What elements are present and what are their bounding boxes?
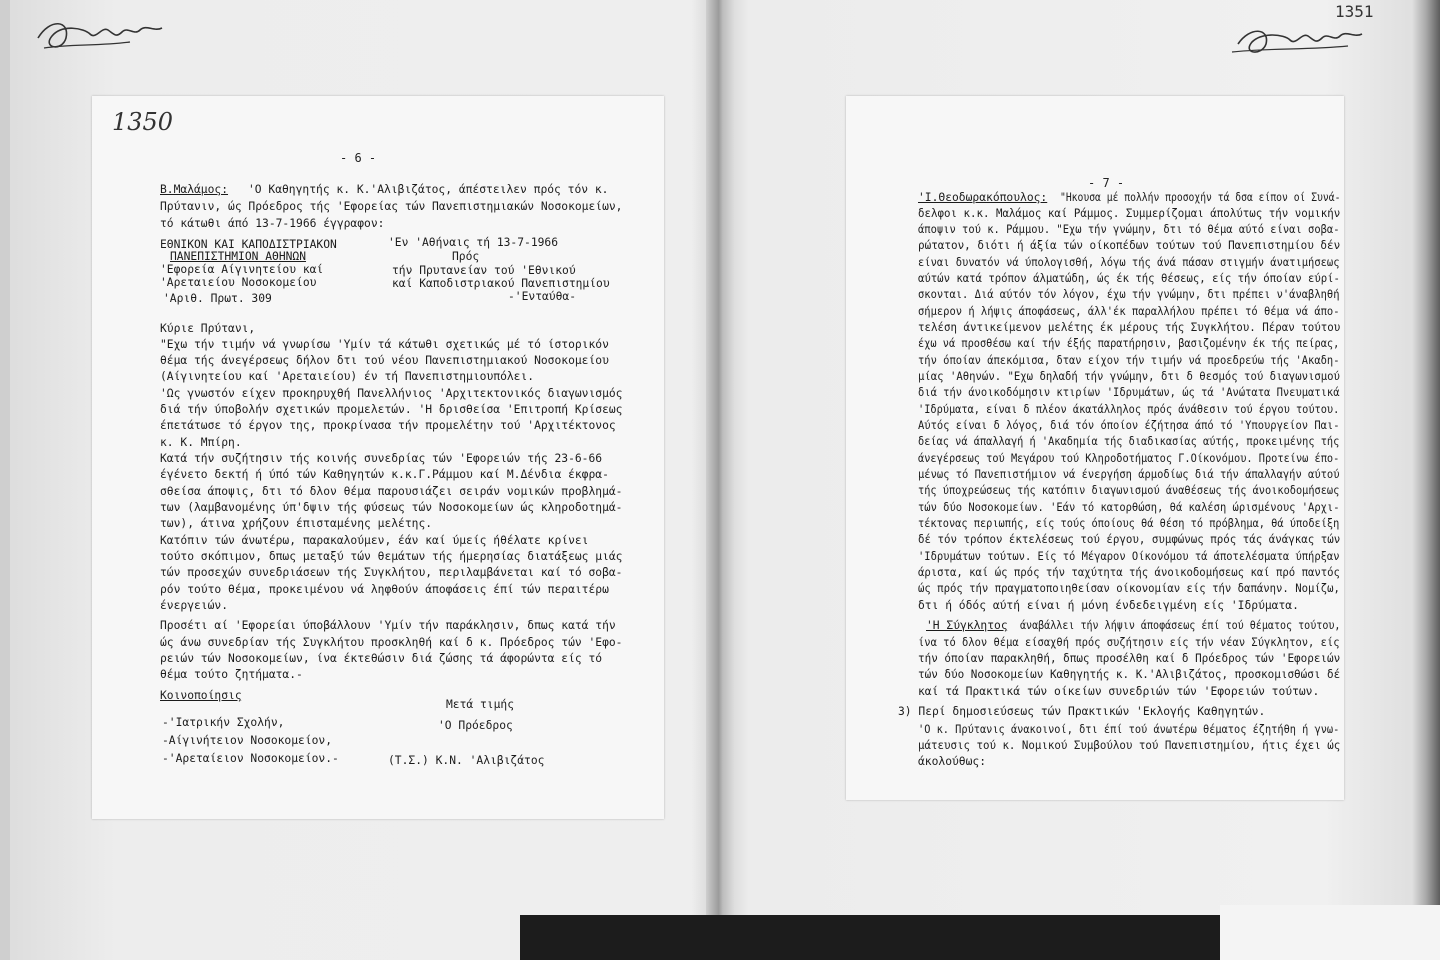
decision-line: ίνα τό δλον θέμα είσαχθή πρός συζήτησιν είς τήν νέαν Σύγκλητον, είς <box>918 636 1340 649</box>
body-line: ένεργειών. <box>160 599 229 612</box>
body-line: ώς άνω συνεδρίαν τής Συγκλήτου προσκληθή καί δ κ. Πρόεδρος τών 'Εφο- <box>160 636 623 649</box>
letter-date: 'Εν 'Αθήναις τή 13-7-1966 <box>388 236 559 249</box>
body-line: "Εχω τήν τιμήν νά γνωρίσω 'Υμίν τά κάτωθι σχετικώς μέ τό ίστορικόν <box>160 338 609 351</box>
item3-line: μάτευσις τού κ. Νομικού Συμβούλου τού Πανεπιστημίου, ήτις έχει ώς <box>918 739 1341 752</box>
cc-item: -Αίγινήτειον Νοσοκομείον, <box>162 734 333 747</box>
body-line: διά τήν ύποβολήν σχετικών προμελετών. 'Η δρισθείσα 'Επιτροπή Κρίσεως <box>160 403 623 416</box>
book-gutter <box>706 0 734 960</box>
speech-line: έχω νά προσθέσω καί τήν έξής παρατήρησιν, βασιζομένην έκ τής πείρας, <box>918 337 1340 350</box>
signature-left <box>30 8 170 58</box>
letterhead-line: 'Εφορεία Αίγινητείου καί <box>160 263 324 276</box>
body-line: των (λαμβανομένης ύπ'δψιν τής φύσεως τών Νοσοκομείων ώς κληροδοτημά- <box>160 501 623 514</box>
letter-recipient: τήν Πρυτανείαν τού 'Εθνικού <box>392 264 576 277</box>
letterhead-line: 'Αριθ. Πρωτ. 309 <box>163 292 272 305</box>
body-line: θέμα τούτο ζητήματα.- <box>160 668 303 681</box>
speaker-theodorakopoulos: 'Ι.Θεοδωρακόπουλος: <box>918 191 1048 204</box>
speaker-malamos: Β.Μαλάμος: <box>160 183 229 196</box>
speech-line: αύτών κατά τρόπον άλματώδη, ώς έκ τής θέσεως, είς τήν όποίαν εύρί- <box>918 272 1340 285</box>
signature-right <box>1228 14 1368 64</box>
speech-line: Αύτός είναι δ λόγος, διά τόν όποίον έζήτησα άπό τό 'Υπουργείον Παι- <box>918 419 1340 432</box>
speech-line: "Ηκουσα μέ πολλήν προσοχήν τά δσα είπον οί Συνά- <box>1060 191 1341 204</box>
speech-line: μένως τό Πανεπιστήμιον νά ένεργήση άρμοδίως διά τήν άπαλλαγήν αύτού <box>918 468 1340 481</box>
body-line: ρειών τών Νοσοκομείων, ίνα έκτεθώσιν διά ζώσης τά άφορώντα είς τό <box>160 652 603 665</box>
speech-line: ώς πρός τήν πραγματοποιηθείσαν οίκονομίαν είς τήν δαπάνην. Νομίζω, <box>918 582 1340 595</box>
speech-line: ρώτατον, διότι ή άξία τών οίκοπέδων τούτων τού Πανεπιστημίου δέν <box>918 239 1341 252</box>
body-line: τών προσεχών συνεδριάσεων τής Συγκλήτου, περιλαμβάνεται καί τό σοβα- <box>160 566 623 579</box>
speech-line: είναι δυνατόν νά ύπολογισθή, λόγω τής άνά πάσαν στιγμήν άνατιμήσεως <box>918 256 1340 269</box>
body-line: Κύριε Πρύτανι, <box>160 322 256 335</box>
cc-item: -'Ιατρικήν Σχολήν, <box>162 716 285 729</box>
closing-signature: (Τ.Σ.) Κ.Ν. 'Αλιβιζάτος <box>388 754 545 767</box>
letterhead-line: 'Αρεταιείου Νοσοκομείου <box>160 276 317 289</box>
letterhead-line: ΠΑΝΕΠΙΣΤΗΜΙΟΝ ΑΘΗΝΩΝ <box>170 250 307 263</box>
body-line: θέμα τής άνεγέρσεως δήλον δτι τού νέου Πανεπιστημιακού Νοσοκομείου <box>160 354 609 367</box>
body-line: Κατά τήν συζήτησιν τής κοινής συνεδρίας τών 'Εφορειών τής 23-6-66 <box>160 452 603 465</box>
speech-line: διά τήν άνοικοδόμησιν κτιρίων 'Ιδρυμάτων, ώς τά 'Ανώτατα Πνευματικά <box>918 386 1340 399</box>
speech-line: άνεγέρσεως τού Μεγάρου τού Κληροδοτήματος Γ.Οίκονόμου. Προτείνω έπο- <box>918 452 1340 465</box>
body-line: Προσέτι αί 'Εφορείαι ύποβάλλουν 'Υμίν τήν παράκλησιν, δπως κατά τήν <box>160 619 616 632</box>
speech-line: τελέση άντικείμενον μελέτης έκ μέρους τής Συγκλήτου. Πέραν τούτου <box>918 321 1341 334</box>
speech-line: άριστα, καί ώς πρός τήν ταχύτητα τής άνοικοδομήσεως καί πρό παντός <box>918 566 1340 579</box>
book-bottom-shadow <box>520 915 1220 960</box>
speech-line: σήμερον ή λήψις άποφάσεως, άλλ'έκ παραλλήλου πρέπει τό θέμα νά άπο- <box>918 305 1340 318</box>
decision-line: τήν όποίαν παρακληθή, δπως προσέλθη καί δ Πρόεδρος τών 'Εφορειών <box>918 652 1341 665</box>
intro-line: τό κάτωθι άπό 13-7-1966 έγγραφον: <box>160 217 385 230</box>
speech-line: τών δύο Νοσοκομείων. 'Εάν τό κατορθώση, θά καλέση ώρισμένους 'Αρχι- <box>918 501 1340 514</box>
decision-line: καί τά Πρακτικά τών οίκείων συνεδριών τών 'Εφορειών τούτων. <box>918 685 1320 698</box>
decision-line: άναβάλλει τήν λήψιν άποφάσεως έπί τού θέματος τούτου, <box>1020 619 1341 632</box>
right-page-number: - 7 - <box>1088 176 1125 190</box>
body-line: των), άτινα χρήζουν έπισταμένης μελέτης. <box>160 517 433 530</box>
letter-recipient: καί Καποδιστριακού Πανεπιστημίου <box>392 277 610 290</box>
speech-line: δτι ή όδός αύτή είναι ή μόνη ένδεδειγμένη είς 'Ιδρύματα. <box>918 599 1299 612</box>
speech-line: τέκτονας περιωπής, είς τούς όποίους θά θέση τό πρόβλημα, θά ύποδείξη <box>918 517 1340 530</box>
agenda-item-3: 3) Περί δημοσιεύσεως τών Πρακτικών 'Εκλογής Καθηγητών. <box>898 705 1266 718</box>
intro-line: Πρύτανιν, ώς Πρόεδρος τής 'Εφορείας τών Πανεπιστημιακών Νοσοκομείων, <box>160 200 623 213</box>
book-bottom-right <box>1220 905 1440 960</box>
item3-line: άκολούθως: <box>918 755 987 768</box>
body-line: κ. Κ. Μπίρη. <box>160 436 242 449</box>
letterhead-line: ΕΘΝΙΚΟΝ ΚΑΙ ΚΑΠΟΔΙΣΤΡΙΑΚΟΝ <box>160 238 337 251</box>
speech-line: δέ τόν τρόπον έκτελέσεως τού έργου, συμφώνως πρός τάς άνάγκας τών <box>918 533 1341 546</box>
letter-recipient: -'Ενταύθα- <box>508 290 577 303</box>
item3-line: 'Ο κ. Πρύτανις άνακοινοί, δτι έπί τού άνωτέρω θέματος έζητήθη ή γνω- <box>918 723 1340 736</box>
decision-line: τών δύο Νοσοκομείων Καθηγητής κ. Κ.'Αλιβιζάτος, προσκομισθώσι δέ <box>918 668 1341 681</box>
body-line: 'Ως γνωστόν είχεν προκηρυχθή Πανελλήνιος 'Αρχιτεκτονικός διαγωνισμός <box>160 387 623 400</box>
book-left-edge <box>0 0 10 960</box>
left-page-number: - 6 - <box>340 151 377 165</box>
speech-line: σκονται. Διά αύτόν τόν λόγον, έχω τήν γνώμην, δτι πρέπει ν'άναβληθή <box>918 288 1340 301</box>
closing-regards: Μετά τιμής <box>446 698 515 711</box>
body-line: έπετάτωσε τό έργον της, προκρίνασα τήν προμελέτην τού 'Αρχιτέκτονος <box>160 419 616 432</box>
speech-line: μίας 'Αθηνών. "Εχω δηλαδή τήν γνώμην, δτι δ θεσμός τού διαγωνισμού <box>918 370 1340 383</box>
handwritten-page-number: 1350 <box>112 108 174 136</box>
intro-line: 'Ο Καθηγητής κ. Κ.'Αλιβιζάτος, άπέστειλεν πρός τόν κ. <box>248 183 609 196</box>
letter-to: Πρός <box>452 250 480 263</box>
speech-line: δελφοι κ.κ. Μαλάμος καί Ράμμος. Συμμερίζομαι άπολύτως τήν νομικήν <box>918 207 1341 220</box>
speech-line: 'Ιδρυμάτων τούτων. Είς τό Μέγαρον Οίκονόμου τά άποτελέσματα ύπήρξαν <box>918 550 1340 563</box>
body-line: έγένετο δεκτή ή ύπό τών Καθηγητών κ.κ.Γ.Ράμμου καί Μ.Δένδια έκφρα- <box>160 468 609 481</box>
speech-line: τής ύποχρεώσεως τής κατόπιν διαγωνισμού άναθέσεως τής άνοικοδομήσεως <box>918 484 1340 497</box>
speech-line: άποψιν τού κ. Ράμμου. "Εχω τήν γνώμην, δτι τό θέμα αύτό είναι σοβα- <box>918 223 1340 236</box>
closing-title: 'Ο Πρόεδρος <box>438 719 513 732</box>
speech-line: τήν όποίαν άπεκόμισα, δταν είχον τήν τιμήν νά προεδρεύω τής 'Ακαδη- <box>918 354 1340 367</box>
book-right-edge <box>1412 0 1440 960</box>
speech-line: δείας νά άπαλλαγή ή 'Ακαδημία τής διαδικασίας αύτής, προκειμένης τής <box>918 435 1340 448</box>
body-line: Κατόπιν τών άνωτέρω, παρακαλούμεν, έάν καί ύμείς ήθέλατε κρίνει <box>160 534 589 547</box>
body-line: τούτο σκόπιμον, δπως μεταξύ τών θεμάτων τής ήμερησίας διατάξεως μιάς <box>160 550 623 563</box>
body-line: ρόν τούτο θέμα, προκειμένου νά ληφθούν άποφάσεις έπί τών περαιτέρω <box>160 583 609 596</box>
body-line: (Αίγινητείου καί 'Αρεταιείου) έν τή Πανεπιστημιουπόλει. <box>160 370 535 383</box>
speech-line: 'Ιδρύματα, είναι δ πλέον άκατάλληλος πρός άνάθεσιν τού έργου τούτου. <box>918 403 1340 416</box>
body-line: σθείσα άποψις, δτι τό δλον θέμα παρουσιάζει σειράν νομικών προβλημά- <box>160 485 623 498</box>
synklitos-label: 'Η Σύγκλητος <box>926 619 1008 632</box>
stamp-page-number: 1351 <box>1335 2 1374 21</box>
cc-heading: Κοινοποίησις <box>160 689 242 702</box>
cc-item: -'Αρεταίειον Νοσοκομείον.- <box>162 752 339 765</box>
